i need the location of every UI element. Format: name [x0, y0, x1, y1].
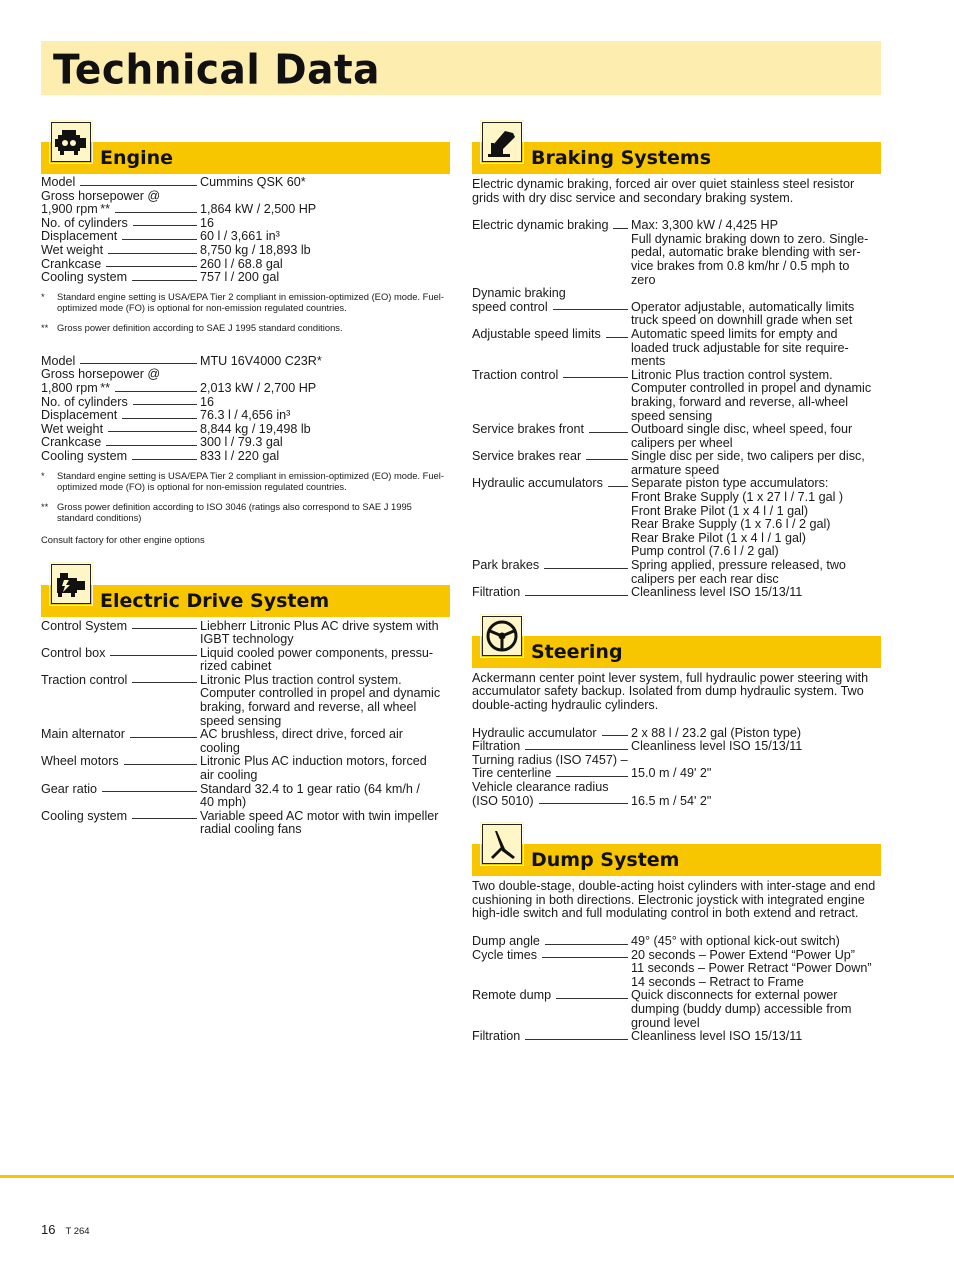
spec-value: Cleanliness level ISO 15/13/11	[631, 739, 803, 754]
engine-icon	[51, 122, 91, 162]
spec-value: 300 l / 79.3 gal	[200, 435, 283, 450]
footnote	[41, 501, 450, 523]
steering-title: Steering	[531, 640, 623, 663]
spec-label: Hydraulic accumulator	[472, 725, 597, 740]
spec-value: 15.0 m / 49' 2"	[631, 766, 712, 781]
spec-label: Crankcase	[41, 256, 102, 271]
engine-block-2	[41, 355, 450, 545]
engine-title: Engine	[100, 147, 174, 169]
spec-label: Wheel motors	[41, 754, 119, 769]
spec-label: Service brakes rear	[472, 449, 582, 464]
spec-value: Spring applied, pressure released, two	[631, 558, 846, 573]
spec-label: Gross horsepower @	[41, 188, 161, 203]
spec-label: Cycle times	[472, 947, 538, 962]
spec-row	[41, 396, 450, 410]
dump-title: Dump System	[531, 849, 680, 872]
spec-label: (ISO 5010)	[472, 793, 534, 808]
steering-intro: Ackermann center point lever system, full hydraulic power steering with accumulator safety backup. Isolated from dump hydraulic system. Two double-acting hydraulic cylinders.	[472, 670, 869, 712]
spec-label: Service brakes front	[472, 422, 584, 437]
spec-row	[41, 728, 450, 755]
spec-value: zero	[631, 272, 656, 287]
spec-label: Control box	[41, 645, 106, 660]
spec-value: cooling	[200, 740, 240, 755]
spec-label: 1,900 rpm **	[41, 202, 111, 217]
spec-value: MTU 16V4000 C23R*	[200, 353, 322, 368]
spec-row	[41, 217, 450, 231]
spec-row	[41, 755, 450, 782]
dump-body	[472, 880, 881, 1044]
spec-row	[41, 783, 450, 810]
spec-value: radial cooling fans	[200, 822, 302, 837]
steering-wheel-icon	[482, 616, 522, 656]
engine-header	[41, 120, 450, 176]
braking-section	[472, 120, 881, 600]
spec-value: dumping (buddy dump) accessible from	[631, 1001, 852, 1016]
spec-row	[472, 287, 881, 328]
spec-label: Displacement	[41, 408, 118, 423]
doc-code: T 264	[65, 1226, 90, 1237]
braking-intro: Electric dynamic braking, forced air over quiet stainless steel resistor grids with dry disc service and secondary braking system.	[472, 177, 855, 205]
left-column	[41, 120, 450, 837]
spec-label: Filtration	[472, 1029, 521, 1044]
spec-value: 20 seconds – Power Extend “Power Up”	[631, 947, 856, 962]
spec-label: Cooling system	[41, 448, 128, 463]
spec-value: Max: 3,300 kW / 4,425 HP	[631, 218, 778, 233]
footnote-mark: **	[41, 321, 49, 333]
spec-value: truck speed on downhill grade when set	[631, 313, 853, 328]
spec-value: 260 l / 68.8 gal	[200, 256, 283, 271]
spec-value: Variable speed AC motor with twin impeller	[200, 808, 439, 823]
spec-value: Computer controlled in propel and dynamic	[200, 686, 441, 701]
footnote-mark: **	[41, 500, 49, 512]
steering-body	[472, 672, 881, 808]
spec-row	[41, 271, 450, 285]
spec-row	[41, 647, 450, 674]
spec-row	[472, 328, 881, 369]
spec-label: Model	[41, 353, 76, 368]
spec-row	[472, 935, 881, 949]
spec-value: 8,750 kg / 18,893 lb	[200, 242, 311, 257]
generator-icon	[51, 564, 91, 604]
spec-value: Quick disconnects for external power	[631, 988, 838, 1003]
brake-pedal-icon	[482, 122, 522, 162]
spec-label: Filtration	[472, 739, 521, 754]
spec-row	[472, 586, 881, 600]
steering-section	[472, 614, 881, 808]
footnote-mark: *	[41, 469, 45, 481]
spec-label: Turning radius (ISO 7457) –	[472, 752, 628, 767]
electric-drive-section	[41, 562, 450, 838]
spec-row	[41, 674, 450, 728]
spec-value: AC brushless, direct drive, forced air	[200, 727, 403, 742]
spec-row	[41, 423, 450, 437]
spec-label: Adjustable speed limits	[472, 326, 601, 341]
spec-value: 757 l / 200 gal	[200, 270, 280, 285]
spec-label: Wet weight	[41, 242, 104, 257]
spec-value: Full dynamic braking down to zero. Single-	[631, 231, 869, 246]
spec-label: Dump angle	[472, 933, 540, 948]
spec-row	[472, 477, 881, 559]
spec-value: 2 x 88 l / 23.2 gal (Piston type)	[631, 725, 802, 740]
braking-body	[472, 178, 881, 600]
spec-row	[41, 368, 450, 395]
spec-row	[41, 230, 450, 244]
footnote-mark: *	[41, 290, 45, 302]
spec-label: speed control	[472, 299, 548, 314]
spec-value: braking, forward and reverse, all-wheel	[631, 394, 848, 409]
spec-row	[41, 436, 450, 450]
spec-label: Dynamic braking	[472, 286, 566, 301]
engine-section	[41, 120, 450, 545]
footnote	[41, 322, 450, 333]
spec-value: Cummins QSK 60*	[200, 175, 306, 189]
spec-row	[41, 810, 450, 837]
spec-row	[472, 949, 881, 990]
spec-value: Liebherr Litronic Plus AC drive system with	[200, 618, 439, 633]
spec-value: Litronic Plus traction control system.	[631, 367, 833, 382]
dump-header	[472, 822, 881, 878]
spec-row	[472, 1030, 881, 1044]
spec-row	[41, 620, 450, 647]
engine-body	[41, 176, 450, 545]
spec-label: Traction control	[472, 367, 559, 382]
spec-value: Front Brake Pilot (1 x 4 l / 1 gal)	[631, 503, 809, 518]
spec-value: Single disc per side, two calipers per disc,	[631, 449, 865, 464]
engine-block-1	[41, 176, 450, 333]
spec-row	[41, 409, 450, 423]
spec-label: Traction control	[41, 672, 128, 687]
spec-value: Litronic Plus AC induction motors, forced	[200, 754, 427, 769]
spec-value: 14 seconds – Retract to Frame	[631, 974, 804, 989]
spec-label: Hydraulic accumulators	[472, 476, 603, 491]
spec-value: calipers per wheel	[631, 435, 733, 450]
spec-value: Pump control (7.6 l / 2 gal)	[631, 544, 779, 559]
spec-row	[472, 450, 881, 477]
footer-rule	[0, 1175, 954, 1178]
spec-value: 11 seconds – Power Retract “Power Down”	[631, 961, 872, 976]
spec-value: Litronic Plus traction control system.	[200, 672, 402, 687]
braking-header	[472, 120, 881, 176]
page-footer	[41, 1222, 90, 1237]
footnote	[41, 470, 450, 492]
spec-row	[472, 423, 881, 450]
spec-value: Liquid cooled power components, pressu-	[200, 645, 434, 660]
electric-drive-title: Electric Drive System	[100, 589, 330, 612]
steering-header	[472, 614, 881, 670]
spec-value: 1,864 kW / 2,500 HP	[200, 202, 317, 217]
footnote	[41, 291, 450, 313]
spec-value: Rear Brake Supply (1 x 7.6 l / 2 gal)	[631, 517, 831, 532]
spec-row	[472, 740, 881, 754]
dump-intro: Two double-stage, double-acting hoist cylinders with inter-stage and end cushioning in both directions. Electronic joystick with integrated engine high-idle switch and full modulating control in both extend and retract.	[472, 879, 876, 921]
spec-value: Operator adjustable, automatically limits	[631, 299, 855, 314]
spec-value: 16	[200, 394, 215, 409]
spec-value: Automatic speed limits for empty and	[631, 326, 838, 341]
spec-row	[472, 369, 881, 423]
spec-label: Crankcase	[41, 435, 102, 450]
right-column	[472, 120, 881, 1044]
spec-value: Rear Brake Pilot (1 x 4 l / 1 gal)	[631, 530, 806, 545]
spec-value: armature speed	[631, 462, 720, 477]
spec-label: Tire centerline	[472, 766, 552, 781]
spec-row	[472, 781, 881, 808]
spec-value: Front Brake Supply (1 x 27 l / 7.1 gal )	[631, 490, 844, 505]
spec-value: Cleanliness level ISO 15/13/11	[631, 1029, 803, 1044]
spec-value: 16	[200, 215, 215, 230]
spec-value: rized cabinet	[200, 659, 272, 674]
spec-label: Electric dynamic braking	[472, 218, 609, 233]
spec-row	[41, 355, 450, 369]
spec-value: Computer controlled in propel and dynamic	[631, 381, 872, 396]
spec-value: 60 l / 3,661 in³	[200, 229, 280, 244]
electric-drive-body	[41, 620, 450, 838]
spec-value: 833 l / 220 gal	[200, 448, 280, 463]
spec-value: 8,844 kg / 19,498 lb	[200, 421, 311, 436]
spec-label: Cooling system	[41, 270, 128, 285]
spec-value: 76.3 l / 4,656 in³	[200, 408, 291, 423]
spec-value: pedal, automatic brake blending with ser-	[631, 245, 861, 260]
spec-row	[472, 559, 881, 586]
spec-value: calipers per each rear disc	[631, 571, 779, 586]
footnote-text: Gross power definition according to SAE J 1995 standard conditions.	[57, 321, 343, 333]
spec-label: Wet weight	[41, 421, 104, 436]
spec-value: ments	[631, 354, 666, 369]
spec-label: 1,800 rpm **	[41, 380, 111, 395]
spec-value: Standard 32.4 to 1 gear ratio (64 km/h /	[200, 781, 420, 796]
spec-row	[41, 258, 450, 272]
footnote-text: Gross power definition according to ISO 3046 (ratings also correspond to SAE J 1995 standard conditions)	[57, 500, 412, 523]
spec-value: ground level	[631, 1015, 700, 1030]
electric-drive-header	[41, 562, 450, 620]
spec-value: air cooling	[200, 768, 258, 783]
braking-title: Braking Systems	[531, 147, 712, 169]
spec-row	[472, 727, 881, 741]
spec-value: Cleanliness level ISO 15/13/11	[631, 585, 803, 600]
spec-label: Model	[41, 175, 76, 189]
spec-value: speed sensing	[631, 408, 713, 423]
spec-value: vice brakes from 0.8 km/hr / 0.5 mph to	[631, 258, 850, 273]
spec-label: Gear ratio	[41, 781, 97, 796]
dump-section	[472, 822, 881, 1044]
spec-value: 2,013 kW / 2,700 HP	[200, 380, 317, 395]
spec-value: Separate piston type accumulators:	[631, 476, 829, 491]
footnote-text: Standard engine setting is USA/EPA Tier 2 compliant in emission-optimized (EO) mode. Fuel-optimized mode (FO) is optional for non-emission regulated countries.	[57, 290, 444, 313]
spec-value: loaded truck adjustable for site require-	[631, 340, 849, 355]
spec-label: Cooling system	[41, 808, 128, 823]
spec-value: braking, forward and reverse, all wheel	[200, 700, 417, 715]
spec-value: 49° (45° with optional kick-out switch)	[631, 933, 840, 948]
spec-row	[472, 219, 881, 287]
spec-label: No. of cylinders	[41, 215, 128, 230]
page-number: 16	[41, 1222, 56, 1237]
spec-value: 40 mph)	[200, 795, 247, 810]
spec-label: Filtration	[472, 585, 521, 600]
spec-label: Remote dump	[472, 988, 552, 1003]
spec-row	[41, 190, 450, 217]
dump-body-icon	[482, 824, 522, 864]
spec-value: 16.5 m / 54' 2"	[631, 793, 712, 808]
spec-row	[472, 989, 881, 1030]
spec-row	[41, 176, 450, 190]
spec-label: Control System	[41, 618, 128, 633]
spec-value: Outboard single disc, wheel speed, four	[631, 422, 853, 437]
spec-label: Displacement	[41, 229, 118, 244]
spec-label: Park brakes	[472, 558, 540, 573]
page-title: Technical Data	[53, 46, 380, 95]
spec-label: Main alternator	[41, 727, 125, 742]
spec-value: speed sensing	[200, 713, 282, 728]
title-band	[41, 41, 881, 95]
spec-row	[472, 754, 881, 781]
spec-label: Gross horsepower @	[41, 367, 161, 382]
spec-label: Vehicle clearance radius	[472, 779, 609, 794]
spec-row	[41, 450, 450, 464]
footnote-text: Standard engine setting is USA/EPA Tier 2 compliant in emission-optimized (EO) mode. Fuel-optimized mode (FO) is optional for non-emission regulated countries.	[57, 469, 444, 492]
spec-value: IGBT technology	[200, 632, 294, 647]
spec-row	[41, 244, 450, 258]
spec-label: No. of cylinders	[41, 394, 128, 409]
engine-note: Consult factory for other engine options	[41, 533, 205, 545]
